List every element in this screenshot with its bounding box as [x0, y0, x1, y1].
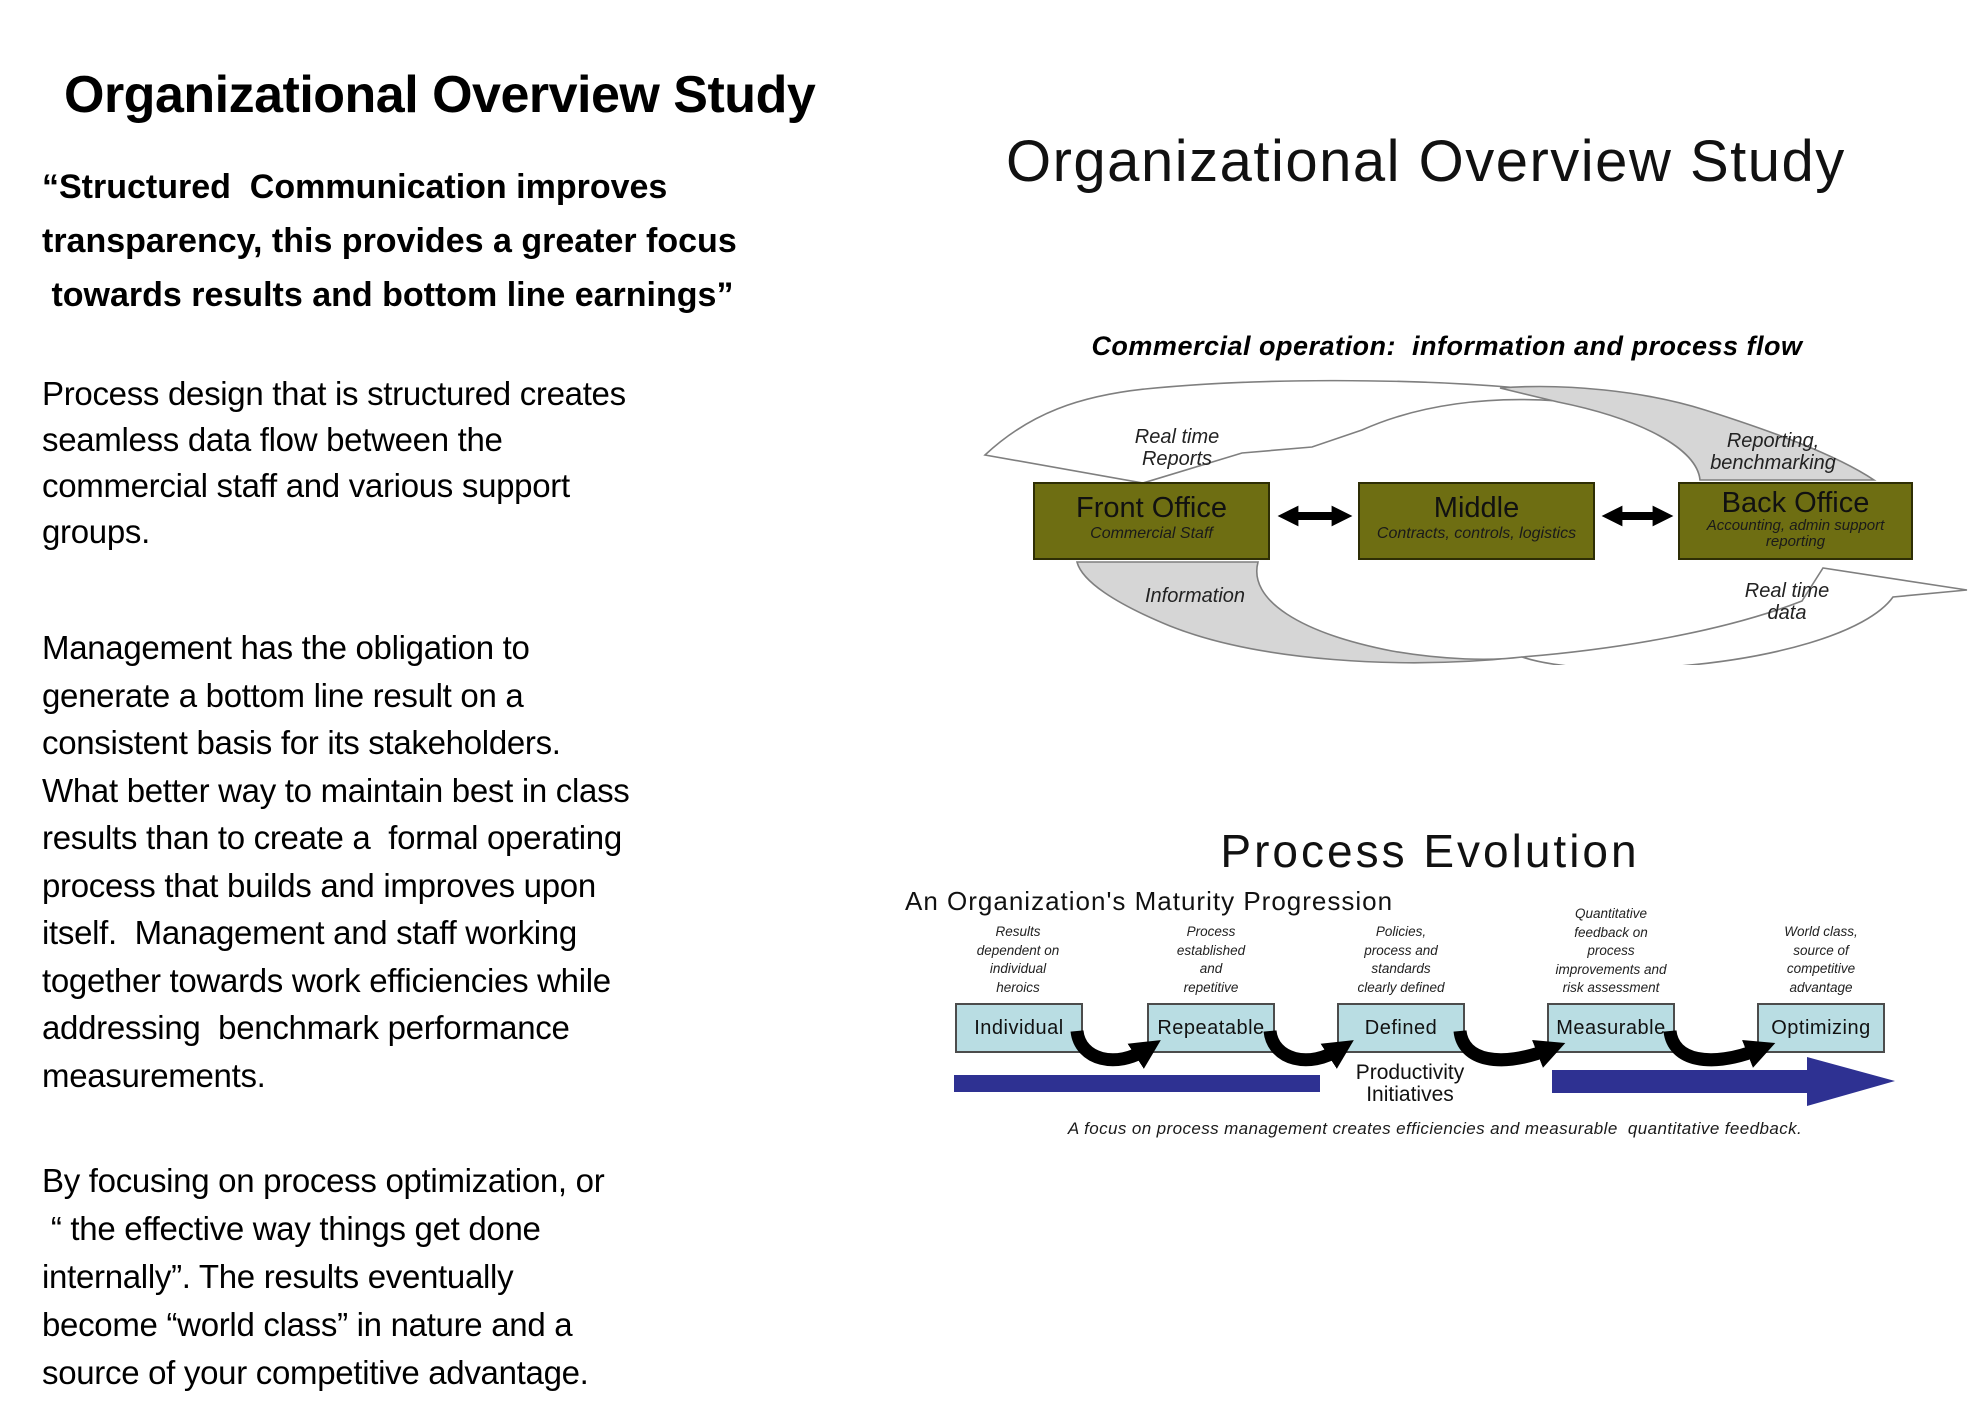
text-line: together towards work efficiencies while — [42, 961, 611, 999]
text-line: itself. Management and staff working — [42, 914, 577, 951]
stage-description-defined — [1316, 923, 1486, 997]
desc-line: risk assessment — [1562, 980, 1660, 995]
desc-line: World class, — [1784, 924, 1858, 939]
desc-line: Process — [1186, 924, 1236, 939]
desc-line: competitive — [1786, 961, 1856, 976]
stage-arrow — [1077, 1031, 1147, 1060]
desc-line: heroics — [996, 979, 1040, 995]
text-line: Process design that is structured creates — [42, 375, 626, 412]
desc-line: Results — [995, 924, 1041, 939]
text-line: source of your competitive advantage. — [42, 1354, 589, 1391]
back-office-box — [1678, 482, 1913, 560]
desc-line: dependent on — [976, 942, 1060, 958]
desc-line: standards — [1371, 961, 1431, 976]
text-line: groups. — [42, 513, 150, 550]
label-real-time-data — [1722, 580, 1852, 624]
desc-line: Quantitative — [1574, 906, 1648, 921]
paragraph-management — [42, 624, 962, 1099]
stage-label: Individual — [974, 1017, 1064, 1039]
evolution-title: Process Evolution — [1220, 825, 1640, 877]
evolution-subtitle: An Organization's Maturity Progression — [905, 886, 1394, 916]
label-line: benchmarking — [1710, 452, 1836, 474]
information-arrow — [1077, 562, 1522, 663]
desc-line: individual — [989, 961, 1047, 976]
stage-label: Repeatable — [1157, 1017, 1265, 1039]
slide-title: Organizational Overview Study — [1006, 129, 1846, 194]
box-subtitle: Commercial Staff — [1090, 525, 1213, 542]
desc-line: improvements and — [1555, 961, 1667, 977]
productivity-initiatives-label — [1320, 1062, 1500, 1105]
text-line: generate a bottom line result on a — [42, 676, 524, 714]
text-line: internally”. The results eventually — [42, 1258, 514, 1295]
paragraph-process-design — [42, 371, 962, 555]
label-information — [1125, 585, 1265, 607]
quote-line: “Structured Communication improves — [42, 168, 668, 206]
quote-line: transparency, this provides a greater focus — [42, 222, 737, 260]
label-reporting-benchmarking — [1698, 430, 1848, 474]
desc-line: and — [1199, 961, 1223, 976]
text-line: What better way to maintain best in class — [42, 771, 630, 809]
front-office-box — [1033, 482, 1270, 560]
desc-line: process and — [1364, 942, 1438, 958]
label-real-time-reports — [1112, 426, 1242, 470]
stage-description-measurable — [1526, 905, 1696, 998]
label-line: Reports — [1141, 448, 1213, 470]
box-subtitle: Contracts, controls, logistics — [1376, 525, 1577, 542]
stage-description-individual — [933, 923, 1103, 997]
text-line: process that builds and improves upon — [42, 866, 596, 904]
desc-line: advantage — [1789, 979, 1853, 995]
stage-arrow — [1670, 1031, 1760, 1060]
text-line: Management has the obligation to — [42, 629, 530, 666]
text-line: By focusing on process optimization, or — [42, 1162, 605, 1199]
middle-office-box — [1358, 482, 1595, 560]
stage-label: Optimizing — [1771, 1017, 1871, 1039]
label-line: Real time — [1134, 426, 1220, 448]
stage-arrow — [1460, 1031, 1550, 1060]
label-line: Real time — [1744, 580, 1830, 602]
desc-line: established — [1176, 942, 1246, 958]
text-line: measurements. — [42, 1056, 266, 1094]
text-line: become “world class” in nature and a — [42, 1306, 573, 1343]
desc-line: clearly defined — [1357, 979, 1445, 995]
text-line: results than to create a formal operating — [42, 819, 622, 856]
box-subtitle: Accounting, admin support — [1706, 517, 1885, 534]
text-line: addressing benchmark performance — [42, 1009, 570, 1046]
box-title: Front Office — [1076, 492, 1227, 524]
stage-description-repeatable — [1126, 923, 1296, 997]
stage-label: Defined — [1364, 1017, 1438, 1039]
label-line: Productivity — [1355, 1061, 1465, 1084]
text-line: commercial staff and various support — [42, 467, 570, 504]
stage-arrow — [1270, 1031, 1340, 1060]
label-line: data — [1767, 602, 1807, 624]
flow-diagram-subtitle: Commercial operation: information and process flow — [1091, 331, 1803, 361]
desc-line: feedback on — [1574, 924, 1648, 940]
quote-line: towards results and bottom line earnings” — [42, 276, 734, 314]
paragraph-optimization — [42, 1157, 962, 1397]
box-title: Middle — [1433, 492, 1520, 524]
label-line: Initiatives — [1366, 1082, 1454, 1106]
productivity-bar — [954, 1075, 1320, 1092]
box-title: Back Office — [1721, 487, 1870, 519]
quote-paragraph — [42, 160, 942, 322]
desc-line: process — [1587, 943, 1635, 958]
text-line: consistent basis for its stakeholders. — [42, 724, 561, 761]
page-title: Organizational Overview Study — [64, 65, 816, 124]
label-line: Reporting, — [1726, 430, 1820, 452]
real-time-reports-arrow — [985, 381, 1574, 483]
label-line: Information — [1144, 585, 1246, 607]
desc-line: Policies, — [1375, 924, 1427, 939]
stage-label: Measurable — [1556, 1017, 1666, 1039]
text-line: “ the effective way things get done — [42, 1210, 541, 1247]
box-subtitle: reporting — [1765, 533, 1826, 550]
desc-line: source of — [1793, 942, 1849, 958]
text-line: seamless data flow between the — [42, 421, 503, 458]
desc-line: repetitive — [1183, 979, 1239, 995]
evolution-caption: A focus on process management creates efficiencies and measurable quantitative feedback. — [1067, 1119, 1803, 1138]
stage-description-optimizing — [1736, 923, 1906, 997]
